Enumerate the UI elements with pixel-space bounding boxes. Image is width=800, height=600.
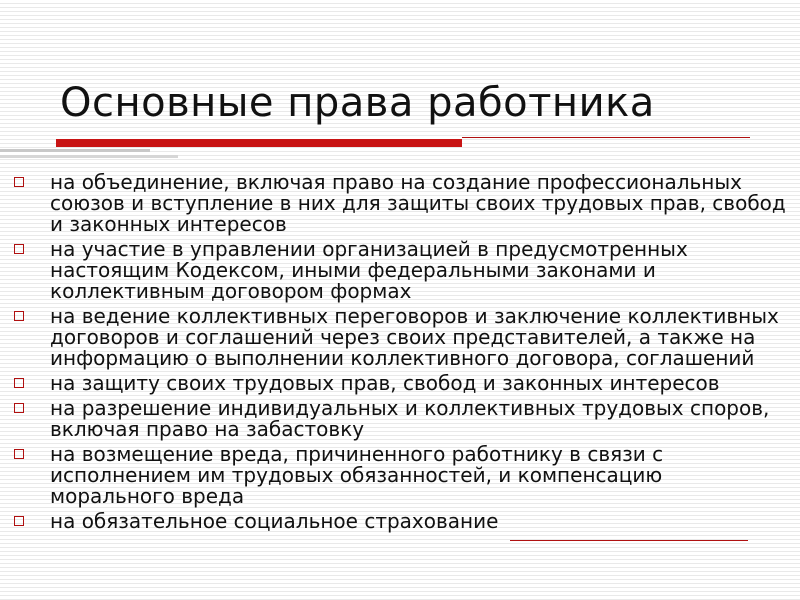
hollow-square-icon	[14, 244, 24, 254]
title-underline-bar	[56, 139, 462, 147]
list-item-text: на разрешение индивидуальных и коллективных трудовых споров, включая право на забастовку	[50, 396, 770, 441]
slide-title: Основные права работника	[60, 80, 655, 126]
hollow-square-icon	[14, 378, 24, 388]
list-item	[12, 444, 792, 507]
bottom-rule	[510, 540, 748, 541]
list-item	[12, 306, 792, 369]
decorative-grey-bar	[0, 155, 178, 158]
list-item-text: на защиту своих трудовых прав, свобод и законных интересов	[50, 371, 720, 395]
list-item	[12, 239, 792, 302]
hollow-square-icon	[14, 449, 24, 459]
rights-list	[12, 172, 792, 536]
decorative-grey-bar	[0, 149, 150, 152]
list-item-text: на объединение, включая право на создание профессиональных союзов и вступление в них для защиты своих трудовых прав, свобод и законных интересов	[50, 170, 786, 236]
list-item-text: на ведение коллективных переговоров и заключение коллективных договоров и соглашений через своих представителей, а также на информацию о выполнении коллективного договора, соглашений	[50, 304, 779, 370]
hollow-square-icon	[14, 177, 24, 187]
list-item-text: на обязательное социальное страхование	[50, 509, 499, 533]
hollow-square-icon	[14, 311, 24, 321]
list-item	[12, 172, 792, 235]
list-item-text: на участие в управлении организацией в предусмотренных настоящим Кодексом, иными федеральными законами и коллективным договором формах	[50, 237, 688, 303]
list-item	[12, 511, 792, 532]
list-item	[12, 373, 792, 394]
list-item-text: на возмещение вреда, причиненного работнику в связи с исполнением им трудовых обязанностей, и компенсацию морального вреда	[50, 442, 664, 508]
hollow-square-icon	[14, 403, 24, 413]
hollow-square-icon	[14, 516, 24, 526]
title-underline-rule	[462, 137, 750, 138]
list-item	[12, 398, 792, 440]
